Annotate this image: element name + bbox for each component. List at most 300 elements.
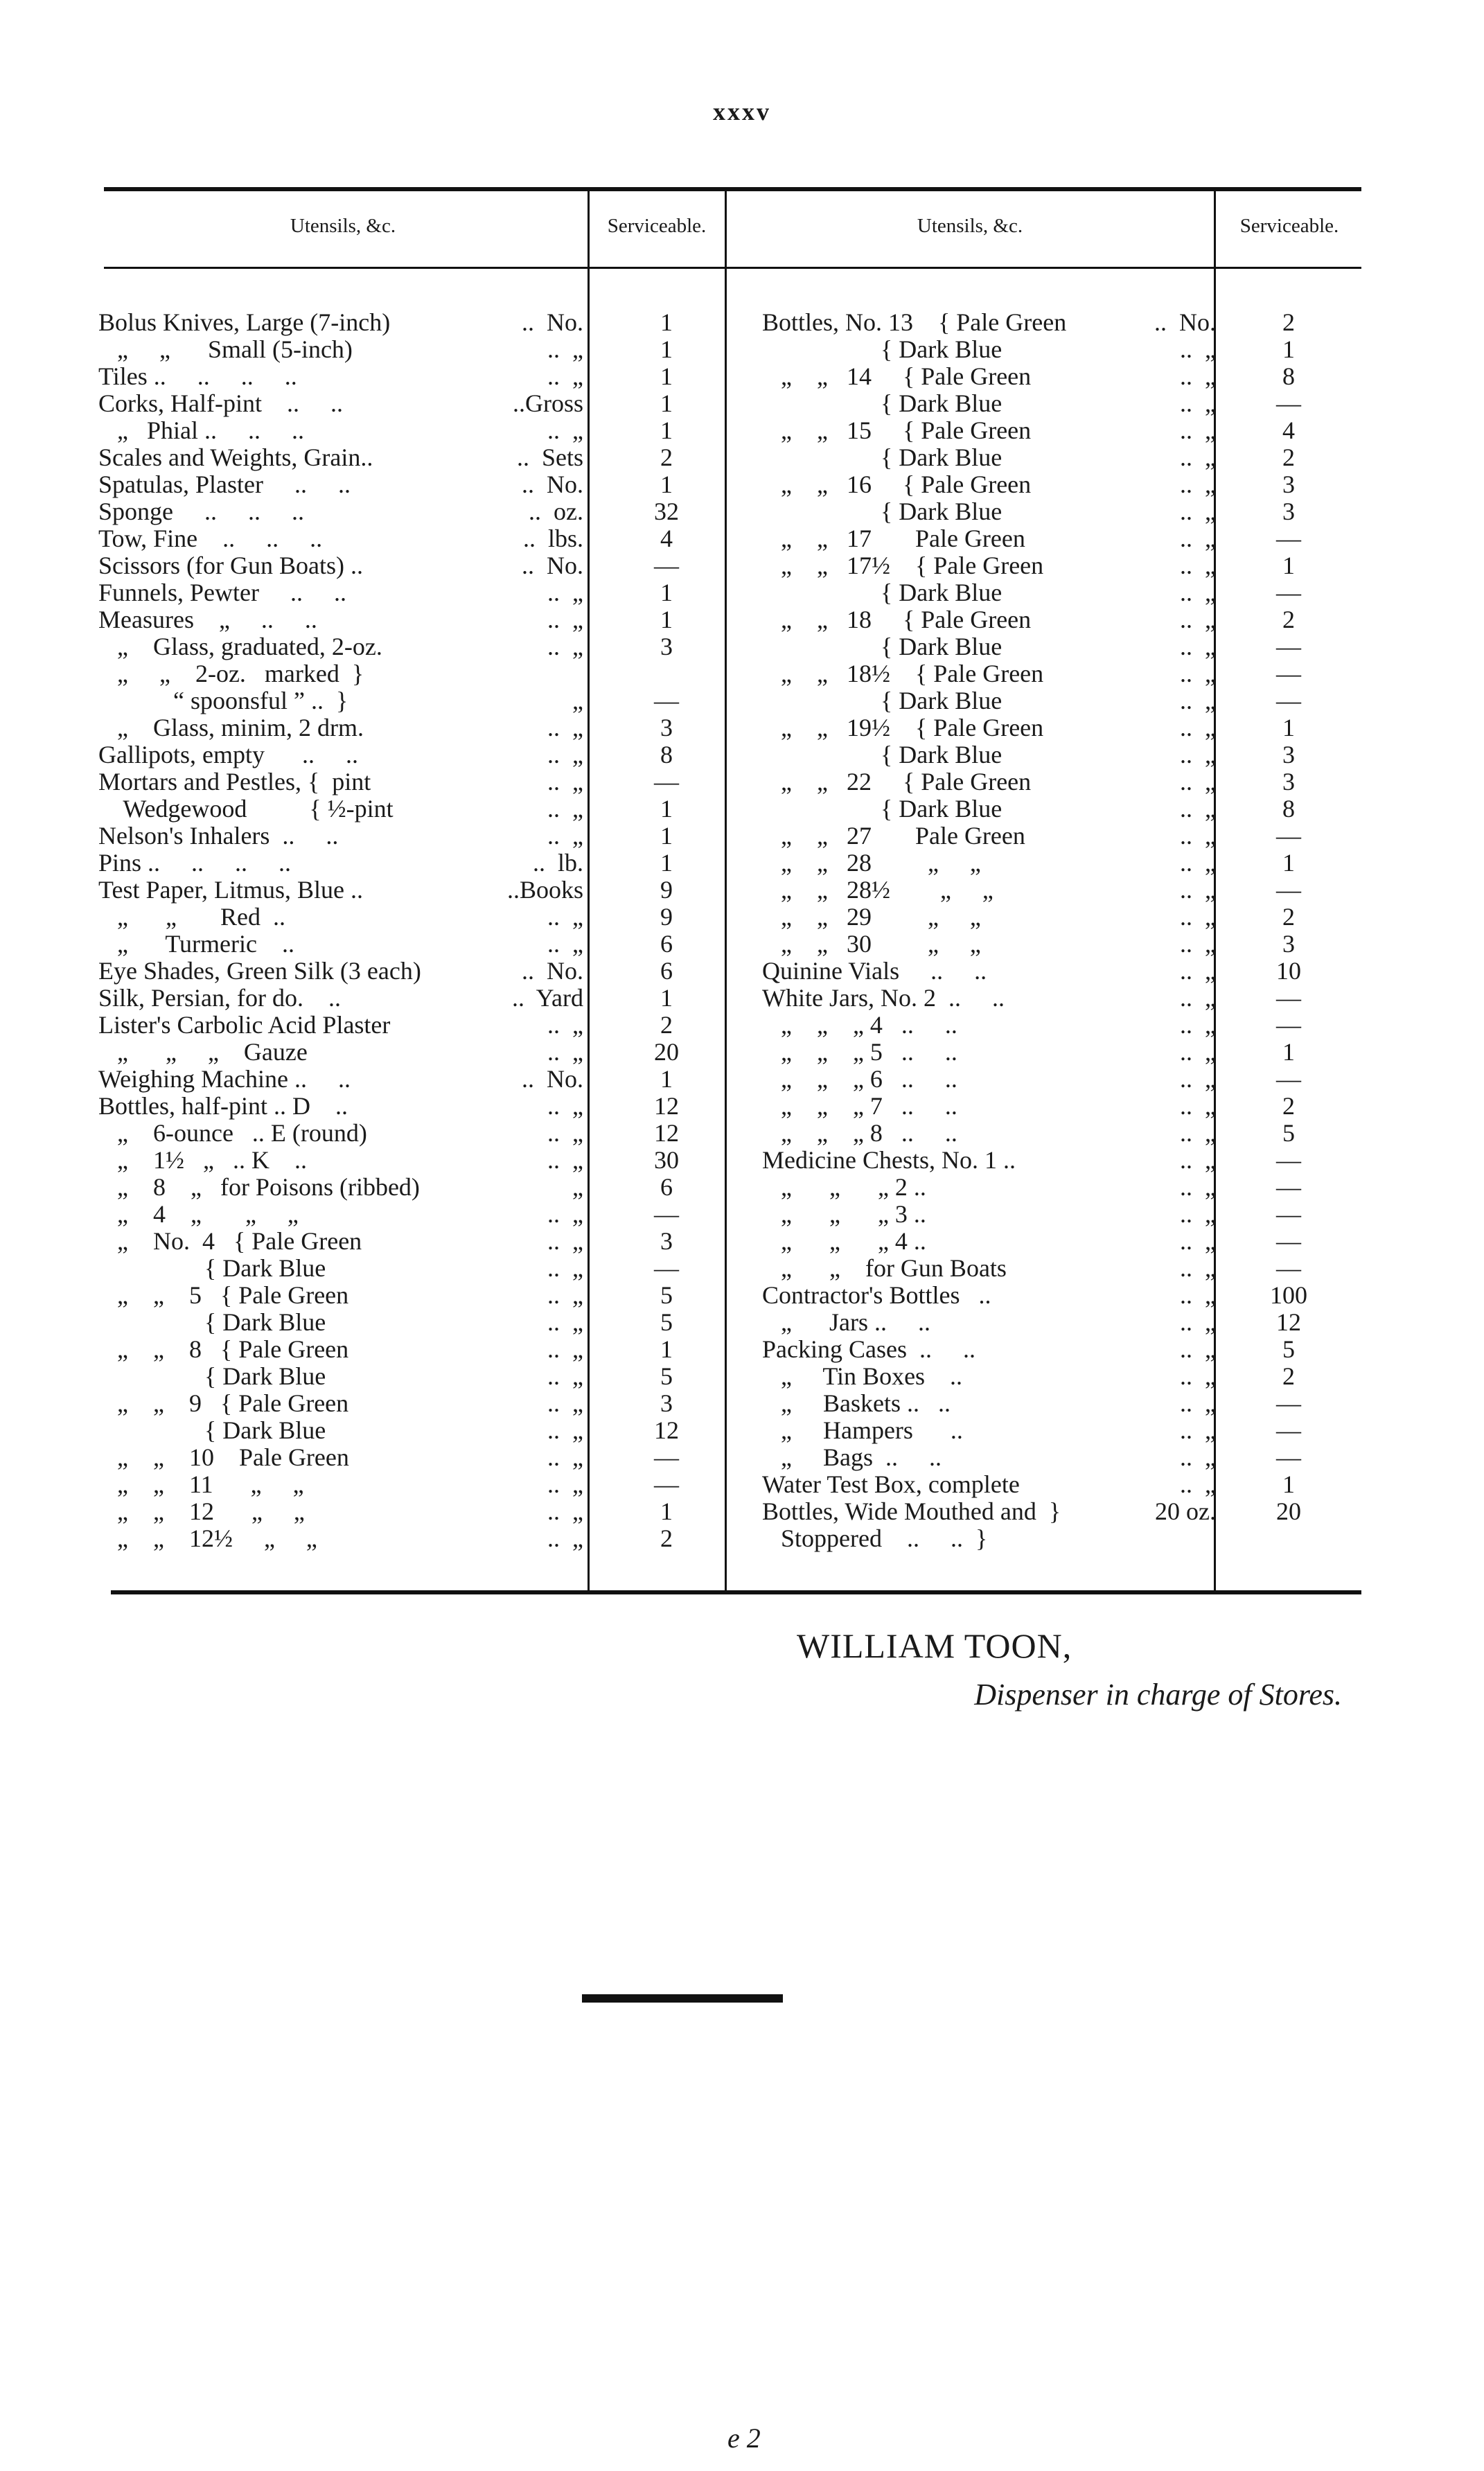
table-row [762, 985, 1358, 1012]
item-label: { Dark Blue [98, 1362, 326, 1390]
item-unit: .. „ [1180, 1065, 1216, 1093]
serviceable-count: — [1276, 1416, 1301, 1444]
item-label: „ „ „ 4 .. .. [762, 1011, 957, 1039]
table-row [762, 1174, 1358, 1201]
table-row [98, 1309, 722, 1336]
item-unit: .. „ [1180, 957, 1216, 985]
item-unit: .. „ [547, 1038, 583, 1066]
item-unit: .. „ [1180, 687, 1216, 714]
table-top-rule [104, 187, 1361, 191]
item-label: Water Test Box, complete [762, 1470, 1020, 1498]
table-row [98, 417, 722, 444]
serviceable-count: — [1276, 1254, 1301, 1282]
table-row [98, 850, 722, 877]
serviceable-count: — [1276, 984, 1301, 1012]
item-label: „ „ 17 Pale Green [762, 525, 1025, 552]
item-label: { Dark Blue [762, 795, 1002, 823]
serviceable-count: — [654, 1443, 679, 1471]
serviceable-count: 5 [660, 1281, 673, 1309]
page-number: xxxv [713, 98, 771, 125]
item-unit: .. „ [1180, 362, 1216, 390]
item-unit: .. „ [1180, 984, 1216, 1012]
serviceable-count: 4 [1282, 416, 1295, 444]
item-unit: .. „ [1180, 1119, 1216, 1147]
item-unit: .. „ [1180, 416, 1216, 444]
item-unit: .. „ [547, 1092, 583, 1120]
item-label: „ „ 9 { Pale Green [98, 1389, 349, 1417]
serviceable-count: 3 [1282, 741, 1295, 768]
table-row [98, 1147, 722, 1174]
item-unit: .. „ [1180, 498, 1216, 525]
table-row [762, 1471, 1358, 1498]
item-label: Spatulas, Plaster .. .. [98, 471, 351, 498]
item-unit: .. „ [1180, 389, 1216, 417]
item-label: „ Glass, graduated, 2-oz. [98, 633, 382, 660]
item-label: „ „ 2-oz. marked } [98, 660, 364, 687]
table-row [762, 714, 1358, 741]
item-label: Scales and Weights, Grain.. [98, 443, 373, 471]
serviceable-count: 5 [1282, 1119, 1295, 1147]
item-unit: .. Yard [511, 984, 583, 1012]
item-unit: .. „ [1180, 1038, 1216, 1066]
item-label: „ „ „ 6 .. .. [762, 1065, 957, 1093]
serviceable-count: — [654, 1200, 679, 1228]
item-unit: .. „ [1180, 443, 1216, 471]
footer-rule [582, 1994, 783, 2003]
table-row [98, 390, 722, 417]
table-row [98, 1174, 722, 1201]
table-row [98, 904, 722, 931]
item-unit: .. „ [547, 1011, 583, 1039]
item-unit: .. „ [547, 768, 583, 795]
item-unit: „ [572, 1173, 583, 1201]
serviceable-count: — [1276, 1065, 1301, 1093]
item-label: „ „ 27 Pale Green [762, 822, 1025, 850]
table-row [98, 1525, 722, 1552]
item-unit: .. No. [522, 1065, 583, 1093]
item-label: „ „ Small (5-inch) [98, 335, 353, 363]
table-row [98, 633, 722, 660]
serviceable-count: 1 [660, 362, 673, 390]
serviceable-count: 12 [654, 1119, 679, 1147]
item-unit: .. „ [547, 795, 583, 823]
serviceable-count: 1 [660, 1497, 673, 1525]
table-header-rule [104, 267, 1361, 269]
item-unit: .. „ [1180, 930, 1216, 958]
item-unit: .. „ [547, 1146, 583, 1174]
item-unit: .. „ [547, 714, 583, 741]
item-label: Funnels, Pewter .. .. [98, 579, 346, 606]
item-unit: .. „ [1180, 1227, 1216, 1255]
item-label: „ „ „ Gauze [98, 1038, 308, 1066]
item-label: „ „ „ 3 .. [762, 1200, 926, 1228]
table-row [762, 904, 1358, 931]
item-label: „ „ 14 { Pale Green [762, 362, 1032, 390]
table-row [762, 1039, 1358, 1066]
serviceable-count: 12 [1276, 1308, 1301, 1336]
table-row [762, 768, 1358, 795]
serviceable-count: 2 [1282, 1362, 1295, 1390]
item-label: „ „ „ 8 .. .. [762, 1119, 957, 1147]
item-label: Silk, Persian, for do. .. [98, 984, 341, 1012]
table-row [98, 877, 722, 904]
item-unit: .. „ [1180, 471, 1216, 498]
item-unit: .. „ [1180, 741, 1216, 768]
right-column [762, 309, 1358, 1552]
item-unit: .. „ [547, 1416, 583, 1444]
item-unit: .. „ [1180, 335, 1216, 363]
item-label: { Dark Blue [762, 741, 1002, 768]
item-label: „ „ 12½ „ „ [98, 1524, 317, 1552]
signature-title: Dispenser in charge of Stores. [974, 1678, 1342, 1712]
item-unit: .. „ [547, 1119, 583, 1147]
item-unit: .. „ [547, 1335, 583, 1363]
serviceable-count: 6 [660, 930, 673, 958]
serviceable-count: — [1276, 1389, 1301, 1417]
item-unit: .. No. [522, 957, 583, 985]
serviceable-count: 1 [660, 579, 673, 606]
item-unit: 20 oz. [1155, 1497, 1216, 1525]
item-unit: .. „ [1180, 714, 1216, 741]
item-label: { Dark Blue [762, 633, 1002, 660]
serviceable-count: — [654, 552, 679, 579]
item-unit: .. No. [522, 471, 583, 498]
serviceable-count: — [1276, 687, 1301, 714]
serviceable-count: 6 [660, 1173, 673, 1201]
left-value-header: Serviceable. [607, 215, 707, 237]
table-row [762, 633, 1358, 660]
table-row [98, 606, 722, 633]
table-row [762, 741, 1358, 768]
serviceable-count: 5 [660, 1308, 673, 1336]
item-label: „ „ 16 { Pale Green [762, 471, 1032, 498]
item-label: „ „ 11 „ „ [98, 1470, 304, 1498]
item-unit: .. „ [1180, 552, 1216, 579]
item-label: „ „ 28 „ „ [762, 849, 981, 877]
serviceable-count: 1 [660, 416, 673, 444]
item-unit: .. „ [1180, 795, 1216, 823]
table-row [762, 1417, 1358, 1444]
item-unit: .. „ [547, 633, 583, 660]
serviceable-count: 6 [660, 957, 673, 985]
item-label: „ 6-ounce .. E (round) [98, 1119, 367, 1147]
serviceable-count: — [1276, 579, 1301, 606]
item-label: Tow, Fine .. .. .. [98, 525, 323, 552]
table-row [98, 1120, 722, 1147]
item-label: „ Jars .. .. [762, 1308, 930, 1336]
item-unit: .. „ [547, 930, 583, 958]
item-unit: .. „ [1180, 525, 1216, 552]
item-unit: .. „ [1180, 1416, 1216, 1444]
table-row [762, 417, 1358, 444]
serviceable-count: 9 [660, 903, 673, 931]
table-row [762, 390, 1358, 417]
table-row [98, 1093, 722, 1120]
serviceable-count: 1 [1282, 335, 1295, 363]
table-row [98, 931, 722, 958]
item-unit: .. „ [547, 579, 583, 606]
item-unit: .. „ [1180, 1389, 1216, 1417]
item-unit: .. „ [1180, 1011, 1216, 1039]
serviceable-count: — [1276, 1146, 1301, 1174]
left-item-header: Utensils, &c. [290, 215, 396, 237]
table-row [762, 1201, 1358, 1228]
table-row [98, 444, 722, 471]
table-row [762, 1363, 1358, 1390]
serviceable-count: 1 [1282, 849, 1295, 877]
item-unit: .. „ [547, 822, 583, 850]
item-label: „ Hampers .. [762, 1416, 963, 1444]
table-row [762, 1120, 1358, 1147]
item-unit: .. „ [1180, 1254, 1216, 1282]
table-row [98, 768, 722, 795]
item-unit: .. „ [1180, 579, 1216, 606]
item-label: „ „ „ 2 .. [762, 1173, 926, 1201]
table-row [762, 687, 1358, 714]
item-label: Contractor's Bottles .. [762, 1281, 991, 1309]
table-row [98, 579, 722, 606]
item-label: Stoppered .. .. } [762, 1524, 988, 1552]
serviceable-count: 2 [660, 1011, 673, 1039]
serviceable-count: — [1276, 389, 1301, 417]
item-unit: .. „ [547, 1200, 583, 1228]
serviceable-count: 2 [1282, 443, 1295, 471]
folio-mark: e 2 [727, 2422, 761, 2454]
item-unit: .. „ [547, 1524, 583, 1552]
serviceable-count: — [1276, 525, 1301, 552]
item-label: „ „ 8 { Pale Green [98, 1335, 349, 1363]
item-label: Bottles, No. 13 { Pale Green [762, 308, 1067, 336]
item-label: „ „ 30 „ „ [762, 930, 981, 958]
item-unit: .. „ [1180, 1200, 1216, 1228]
item-label: { Dark Blue [762, 443, 1002, 471]
item-unit: .. „ [1180, 1335, 1216, 1363]
item-unit: .. „ [547, 1362, 583, 1390]
item-label: „ „ „ 5 .. .. [762, 1038, 957, 1066]
item-unit: .. oz. [529, 498, 583, 525]
item-label: „ Bags .. .. [762, 1443, 942, 1471]
table-row [762, 1255, 1358, 1282]
serviceable-count: 1 [660, 471, 673, 498]
serviceable-count: 20 [654, 1038, 679, 1066]
item-label: „ „ 18 { Pale Green [762, 606, 1032, 633]
table-row [762, 552, 1358, 579]
item-unit: .. „ [1180, 606, 1216, 633]
serviceable-count: — [654, 768, 679, 795]
item-unit: .. „ [547, 1389, 583, 1417]
item-label: „ „ 29 „ „ [762, 903, 981, 931]
item-unit: .. „ [1180, 876, 1216, 904]
serviceable-count: 2 [660, 1524, 673, 1552]
item-label: „ „ 12 „ „ [98, 1497, 305, 1525]
item-label: { Dark Blue [762, 389, 1002, 417]
table-row [98, 1066, 722, 1093]
table-bottom-rule [111, 1590, 1361, 1594]
item-label: „ Glass, minim, 2 drm. [98, 714, 364, 741]
table-row [98, 714, 722, 741]
item-label: Eye Shades, Green Silk (3 each) [98, 957, 421, 985]
serviceable-count: 1 [660, 308, 673, 336]
table-row [762, 1525, 1358, 1552]
table-row [762, 660, 1358, 687]
item-label: { Dark Blue [762, 498, 1002, 525]
table-row [98, 687, 722, 714]
serviceable-count: — [654, 1254, 679, 1282]
item-unit: .. „ [1180, 1146, 1216, 1174]
serviceable-count: — [1276, 876, 1301, 904]
item-label: { Dark Blue [762, 579, 1002, 606]
table-row [98, 1255, 722, 1282]
table-row [762, 606, 1358, 633]
table-row [762, 1228, 1358, 1255]
serviceable-count: — [1276, 633, 1301, 660]
item-unit: .. „ [1180, 660, 1216, 687]
item-label: { Dark Blue [762, 335, 1002, 363]
table-row [762, 363, 1358, 390]
item-unit: .. „ [1180, 1362, 1216, 1390]
table-row [98, 1417, 722, 1444]
item-unit: .. „ [547, 903, 583, 931]
item-label: „ „ 22 { Pale Green [762, 768, 1032, 795]
table-row [98, 1039, 722, 1066]
serviceable-count: 2 [1282, 308, 1295, 336]
item-label: „ „ 28½ „ „ [762, 876, 993, 904]
item-label: { Dark Blue [98, 1416, 326, 1444]
table-row [762, 471, 1358, 498]
item-label: „ „ 15 { Pale Green [762, 416, 1032, 444]
item-label: „ 4 „ „ „ [98, 1200, 299, 1228]
item-label: „ 1½ „ .. K .. [98, 1146, 307, 1174]
item-unit: .. „ [1180, 849, 1216, 877]
table-row [98, 1012, 722, 1039]
table-row [762, 498, 1358, 525]
item-label: Wedgewood { ½-pint [98, 795, 394, 823]
item-unit: .. „ [547, 1281, 583, 1309]
right-item-header: Utensils, &c. [917, 215, 1023, 237]
signature-name: WILLIAM TOON, [797, 1626, 1072, 1665]
table-row [762, 1282, 1358, 1309]
item-unit: .. „ [547, 1470, 583, 1498]
serviceable-count: — [1276, 1011, 1301, 1039]
table-row [762, 1309, 1358, 1336]
table-row [762, 850, 1358, 877]
item-unit: .. „ [547, 362, 583, 390]
item-unit: .. „ [1180, 822, 1216, 850]
item-label: Packing Cases .. .. [762, 1335, 975, 1363]
serviceable-count: 12 [654, 1092, 679, 1120]
serviceable-count: 8 [1282, 795, 1295, 823]
serviceable-count: 3 [1282, 930, 1295, 958]
left-column [98, 309, 722, 1552]
item-label: „ 8 „ for Poisons (ribbed) [98, 1173, 420, 1201]
serviceable-count: 3 [660, 1389, 673, 1417]
table-row [98, 741, 722, 768]
serviceable-count: 3 [1282, 498, 1295, 525]
table-row [98, 471, 722, 498]
table-row [98, 1228, 722, 1255]
table-row [98, 552, 722, 579]
item-label: „ Tin Boxes .. [762, 1362, 963, 1390]
item-unit: .. „ [1180, 1092, 1216, 1120]
item-label: White Jars, No. 2 .. .. [762, 984, 1005, 1012]
serviceable-count: 2 [1282, 606, 1295, 633]
serviceable-count: 12 [654, 1416, 679, 1444]
item-label: Scissors (for Gun Boats) .. [98, 552, 363, 579]
table-row [98, 1498, 722, 1525]
item-label: “ spoonsful ” .. } [98, 687, 348, 714]
serviceable-count: 1 [1282, 552, 1295, 579]
item-label: Pins .. .. .. .. [98, 849, 292, 877]
serviceable-count: 5 [1282, 1335, 1295, 1363]
item-label: „ „ Red .. [98, 903, 285, 931]
item-unit: .. „ [547, 1308, 583, 1336]
table-row [762, 795, 1358, 823]
serviceable-count: 1 [660, 795, 673, 823]
item-label: Quinine Vials .. .. [762, 957, 987, 985]
serviceable-count: 9 [660, 876, 673, 904]
serviceable-count: 1 [660, 849, 673, 877]
item-unit: .. lbs. [522, 525, 583, 552]
serviceable-count: 10 [1276, 957, 1301, 985]
table-row [762, 958, 1358, 985]
serviceable-count: 8 [1282, 362, 1295, 390]
serviceable-count: 32 [654, 498, 679, 525]
table-row [98, 1363, 722, 1390]
item-unit: .. lb. [532, 849, 583, 877]
item-label: Lister's Carbolic Acid Plaster [98, 1011, 391, 1039]
item-unit: .. „ [547, 741, 583, 768]
table-row [762, 1444, 1358, 1471]
serviceable-count: — [1276, 1200, 1301, 1228]
item-label: Bottles, Wide Mouthed and } [762, 1497, 1061, 1525]
serviceable-count: — [1276, 822, 1301, 850]
item-label: „ „ 5 { Pale Green [98, 1281, 349, 1309]
item-label: { Dark Blue [98, 1308, 326, 1336]
item-unit: .. „ [1180, 1308, 1216, 1336]
stores-table [0, 309, 1484, 1584]
item-unit: .. „ [1180, 1443, 1216, 1471]
item-label: Medicine Chests, No. 1 .. [762, 1146, 1016, 1174]
item-unit: .. „ [547, 1497, 583, 1525]
table-row [98, 1201, 722, 1228]
item-unit: .. „ [547, 1227, 583, 1255]
serviceable-count: 1 [660, 822, 673, 850]
table-row [98, 309, 722, 336]
table-row [98, 795, 722, 823]
item-label: „ „ 19½ { Pale Green [762, 714, 1044, 741]
item-label: „ „ 10 Pale Green [98, 1443, 349, 1471]
item-unit: .. „ [547, 606, 583, 633]
item-label: Measures „ .. .. [98, 606, 317, 633]
table-row [98, 363, 722, 390]
item-label: Test Paper, Litmus, Blue .. [98, 876, 363, 904]
serviceable-count: 3 [1282, 768, 1295, 795]
serviceable-count: 2 [660, 443, 673, 471]
table-row [762, 1336, 1358, 1363]
item-label: Bottles, half-pint .. D .. [98, 1092, 348, 1120]
table-row [98, 498, 722, 525]
table-row [762, 309, 1358, 336]
serviceable-count: 1 [1282, 714, 1295, 741]
table-row [762, 1093, 1358, 1120]
item-unit: .. „ [1180, 768, 1216, 795]
table-row [762, 1066, 1358, 1093]
serviceable-count: — [1276, 1227, 1301, 1255]
table-row [762, 444, 1358, 471]
item-label: Gallipots, empty .. .. [98, 741, 358, 768]
serviceable-count: 3 [660, 633, 673, 660]
table-row [98, 336, 722, 363]
